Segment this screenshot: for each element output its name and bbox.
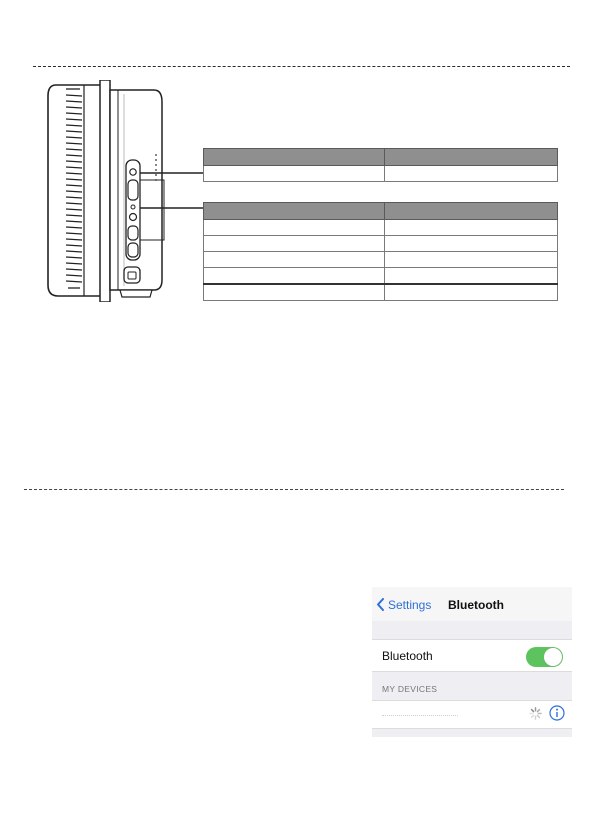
- section-divider-middle: [24, 489, 564, 490]
- table-header-cell: [204, 203, 385, 220]
- table-row: [204, 220, 558, 236]
- bluetooth-toggle-row: [372, 639, 572, 672]
- section-divider-top: [33, 66, 570, 67]
- table-row: [204, 268, 558, 285]
- bluetooth-label: Bluetooth: [382, 649, 433, 663]
- info-icon[interactable]: [549, 705, 565, 721]
- callout-table-bottom: [203, 202, 558, 301]
- navigation-bar: [372, 587, 572, 621]
- table-row: [204, 166, 558, 182]
- device-name-placeholder: [382, 715, 458, 716]
- bluetooth-settings-screenshot: [372, 587, 572, 737]
- device-row[interactable]: [372, 700, 572, 729]
- table-header-cell: [385, 203, 558, 220]
- table-row: [204, 284, 558, 301]
- callout-table-top: [203, 148, 558, 182]
- table-row: [204, 236, 558, 252]
- back-button[interactable]: Settings: [388, 598, 432, 612]
- table-header-cell: [204, 149, 385, 166]
- bluetooth-toggle[interactable]: [526, 647, 563, 667]
- table-row: [204, 252, 558, 268]
- page-title: Bluetooth: [448, 598, 504, 612]
- callout-lines: [140, 165, 210, 215]
- section-header: MY DEVICES: [382, 684, 438, 694]
- loading-spinner-icon: [529, 707, 542, 720]
- table-header-cell: [385, 149, 558, 166]
- toggle-knob: [544, 648, 562, 666]
- chevron-left-icon[interactable]: [376, 598, 385, 611]
